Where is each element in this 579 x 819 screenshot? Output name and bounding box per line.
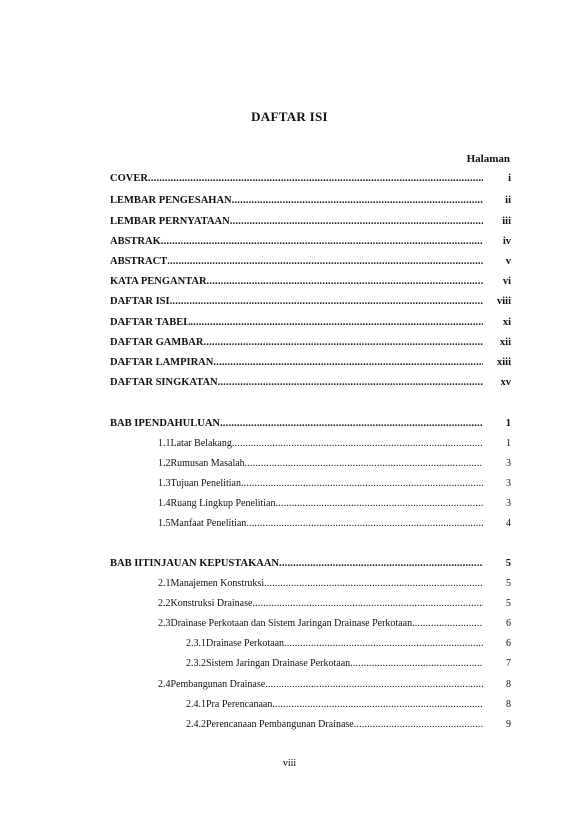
dot-leader xyxy=(207,276,483,287)
toc-entry-page: v xyxy=(505,256,511,267)
dot-leader xyxy=(230,216,483,227)
toc-entry-page: 8 xyxy=(506,699,511,710)
toc-entry xyxy=(110,173,511,189)
toc-entry-number: 2.3 xyxy=(158,618,171,629)
toc-entry-page: 5 xyxy=(506,598,511,609)
toc-entry-page: xii xyxy=(499,337,511,348)
toc-entry-label: LEMBAR PERNYATAAN xyxy=(110,216,230,227)
toc-entry xyxy=(110,195,511,211)
toc-entry-number: 2.1 xyxy=(158,578,171,589)
toc-entry-label: Manajemen Konstruksi xyxy=(170,578,265,589)
dot-leader xyxy=(161,236,483,247)
dot-leader xyxy=(264,578,483,589)
toc-entry-number: 2.3.1 xyxy=(186,638,206,649)
dot-leader xyxy=(252,598,483,609)
toc-entry xyxy=(110,276,511,292)
toc-entry-page: iv xyxy=(502,236,511,247)
dot-leader xyxy=(148,173,483,184)
toc-entry xyxy=(186,699,511,715)
dot-leader xyxy=(412,618,483,629)
toc-entry-label: Pembangunan Drainase xyxy=(170,679,266,690)
toc-entry xyxy=(110,357,511,373)
dot-leader xyxy=(279,558,483,569)
dot-leader xyxy=(265,679,483,690)
toc-entry-number: 2.4.2 xyxy=(186,719,206,730)
page-column-header: Halaman xyxy=(466,153,510,165)
toc-entry xyxy=(186,719,511,735)
toc-entry-number: 2.2 xyxy=(158,598,171,609)
toc-entry-label: COVER xyxy=(110,173,148,184)
dot-leader xyxy=(350,658,483,669)
dot-leader xyxy=(220,418,483,429)
toc-entry-label: DAFTAR TABEL xyxy=(110,317,191,328)
toc-entry-number: 1.3 xyxy=(158,478,171,489)
toc-entry-page: 6 xyxy=(506,618,511,629)
toc-entry xyxy=(186,638,511,654)
toc-entry-page: 8 xyxy=(506,679,511,690)
toc-entry-page: xiii xyxy=(496,357,511,368)
toc-entry xyxy=(158,578,511,594)
toc-entry xyxy=(158,598,511,614)
toc-entry xyxy=(110,558,511,574)
toc-entry-label: Rumusan Masalah xyxy=(170,458,245,469)
dot-leader xyxy=(190,317,483,328)
dot-leader xyxy=(232,438,483,449)
toc-entry-page: xv xyxy=(500,377,511,388)
toc-entry-page: 5 xyxy=(505,558,511,569)
toc-entry xyxy=(110,317,511,333)
toc-entry xyxy=(110,216,511,232)
toc-entry xyxy=(158,679,511,695)
toc-entry-number: 1.2 xyxy=(158,458,171,469)
toc-entry xyxy=(110,296,511,312)
toc-entry-label: ABSTRACT xyxy=(110,256,168,267)
toc-entry-number: 2.3.2 xyxy=(186,658,206,669)
toc-entry-number: 1.5 xyxy=(158,518,171,529)
toc-entry-number: 2.4.1 xyxy=(186,699,206,710)
dot-leader xyxy=(232,195,483,206)
toc-entry xyxy=(158,438,511,454)
toc-entry-label: KATA PENGANTAR xyxy=(110,276,207,287)
toc-entry-number: BAB I xyxy=(110,418,139,429)
toc-title: DAFTAR ISI xyxy=(251,109,328,124)
toc-entry xyxy=(110,337,511,353)
toc-entry-page: 5 xyxy=(506,578,511,589)
toc-entry-page: 3 xyxy=(506,458,511,469)
toc-entry xyxy=(110,236,511,252)
dot-leader xyxy=(170,296,483,307)
dot-leader xyxy=(272,699,483,710)
toc-entry-page: 9 xyxy=(506,719,511,730)
toc-entry xyxy=(186,658,511,674)
dot-leader xyxy=(213,357,483,368)
toc-entry-page: 3 xyxy=(506,478,511,489)
toc-entry-label: Perencanaan Pembangunan Drainase xyxy=(206,719,354,730)
toc-entry-label: Latar Belakang xyxy=(170,438,232,449)
dot-leader xyxy=(218,377,483,388)
toc-entry-label: TINJAUAN KEPUSTAKAAN xyxy=(142,558,279,569)
toc-entry xyxy=(158,478,511,494)
toc-entry-number: 2.4 xyxy=(158,679,171,690)
toc-entry-label: Ruang Lingkup Penelitian xyxy=(170,498,276,509)
toc-entry xyxy=(158,518,511,534)
toc-entry xyxy=(110,418,511,434)
toc-entry-label: PENDAHULUAN xyxy=(138,418,220,429)
toc-entry xyxy=(158,458,511,474)
dot-leader xyxy=(241,478,483,489)
toc-entry-page: ii xyxy=(505,195,511,206)
toc-entry-label: DAFTAR ISI xyxy=(110,296,170,307)
toc-entry-label: Pra Perencanaan xyxy=(206,699,273,710)
toc-entry-page: viii xyxy=(496,296,511,307)
toc-entry-page: 1 xyxy=(505,418,511,429)
dot-leader xyxy=(245,458,483,469)
dot-leader xyxy=(246,518,483,529)
toc-entry-page: xi xyxy=(502,317,511,328)
toc-entry-page: vi xyxy=(502,276,511,287)
toc-entry-label: Konstruksi Drainase xyxy=(170,598,253,609)
dot-leader xyxy=(167,256,483,267)
toc-entry-label: LEMBAR PENGESAHAN xyxy=(110,195,232,206)
toc-entry xyxy=(158,498,511,514)
dot-leader xyxy=(284,638,483,649)
toc-entry-page: 1 xyxy=(506,438,511,449)
toc-entry-label: DAFTAR GAMBAR xyxy=(110,337,204,348)
dot-leader xyxy=(203,337,483,348)
toc-entry-label: Sistem Jaringan Drainase Perkotaan xyxy=(206,658,351,669)
toc-entry-number: 1.1 xyxy=(158,438,171,449)
dot-leader xyxy=(354,719,483,730)
toc-entry-label: Drainase Perkotaan xyxy=(206,638,285,649)
toc-entry-page: 3 xyxy=(506,498,511,509)
toc-entry-label: DAFTAR SINGKATAN xyxy=(110,377,218,388)
toc-entry-page: iii xyxy=(502,216,511,227)
page-number-footer: viii xyxy=(282,758,297,769)
toc-entry-number: BAB II xyxy=(110,558,143,569)
toc-entry-label: Manfaat Penelitian xyxy=(170,518,247,529)
toc-entry xyxy=(110,256,511,272)
toc-entry-label: ABSTRAK xyxy=(110,236,161,247)
toc-entry-page: 4 xyxy=(506,518,511,529)
toc-entry-page: 7 xyxy=(506,658,511,669)
toc-entry-page: 6 xyxy=(506,638,511,649)
toc-entry-label: Drainase Perkotaan dan Sistem Jaringan Drainase Perkotaan xyxy=(170,618,413,629)
toc-entry-page: i xyxy=(508,173,511,184)
toc-entry-label: DAFTAR LAMPIRAN xyxy=(110,357,214,368)
toc-entry-label: Tujuan Penelitian xyxy=(170,478,241,489)
toc-entry xyxy=(158,618,511,634)
toc-entry xyxy=(110,377,511,393)
toc-entry-number: 1.4 xyxy=(158,498,171,509)
dot-leader xyxy=(276,498,484,509)
